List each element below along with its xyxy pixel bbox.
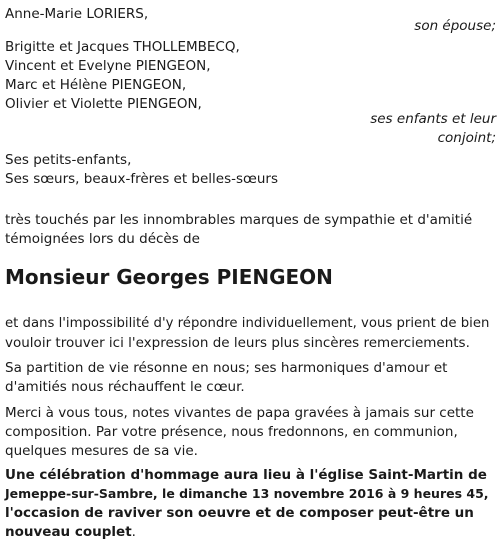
child-couple-2: Vincent et Evelyne PIENGEON, (5, 58, 211, 74)
intro-line-1: très touchés par les innombrables marques de sympathie et d'amitié (5, 212, 473, 228)
widow-name: Anne-Marie LORIERS, (5, 6, 149, 22)
child-couple-3: Marc et Hélène PIENGEON, (5, 77, 187, 93)
announcement-line-4 (5, 522, 136, 542)
child-couple-1: Brigitte et Jacques THOLLEMBECQ, (5, 39, 240, 55)
intro-line-2: témoignées lors du décès de (5, 231, 200, 247)
tribute2-line-1: Merci à vous tous, notes vivantes de papa gravées à jamais sur cette (5, 405, 474, 421)
deceased-name: Monsieur Georges PIENGEON (5, 265, 333, 289)
announcement-line-3: l'occasion de raviver son oeuvre et de composer peut-être un (5, 505, 474, 521)
thanks-line-1: et dans l'impossibilité d'y répondre individuellement, vous prient de bien (5, 316, 490, 331)
announcement-line-4-end: . (131, 524, 136, 540)
tribute2-line-3: quelques mesures de sa vie. (5, 443, 198, 459)
announcement-line-1: Une célébration d'hommage aura lieu à l'église Saint-Martin de (5, 467, 487, 483)
announcement-line-4-bold: nouveau couplet (5, 524, 132, 540)
tribute2-line-2: composition. Par votre présence, nous fredonnons, en communion, (5, 424, 458, 440)
children-role-line1: ses enfants et leur (370, 111, 496, 127)
tribute1-line-2: d'amitiés nous réchauffent le cœur. (5, 379, 245, 395)
widow-role: son épouse; (414, 18, 496, 34)
tribute1-line-1: Sa partition de vie résonne en nous; ses harmoniques d'amour et (5, 360, 448, 376)
grandchildren: Ses petits-enfants, (5, 152, 132, 168)
child-couple-4: Olivier et Violette PIENGEON, (5, 96, 202, 112)
siblings: Ses sœurs, beaux-frères et belles-sœurs (5, 171, 278, 187)
announcement-line-2: Jemeppe-sur-Sambre, le dimanche 13 novembre 2016 à 9 heures 45, (5, 486, 489, 501)
thanks-line-2: vouloir trouver ici l'expression de leurs plus sincères remerciements. (5, 335, 470, 351)
children-role-line2: conjoint; (437, 130, 496, 146)
